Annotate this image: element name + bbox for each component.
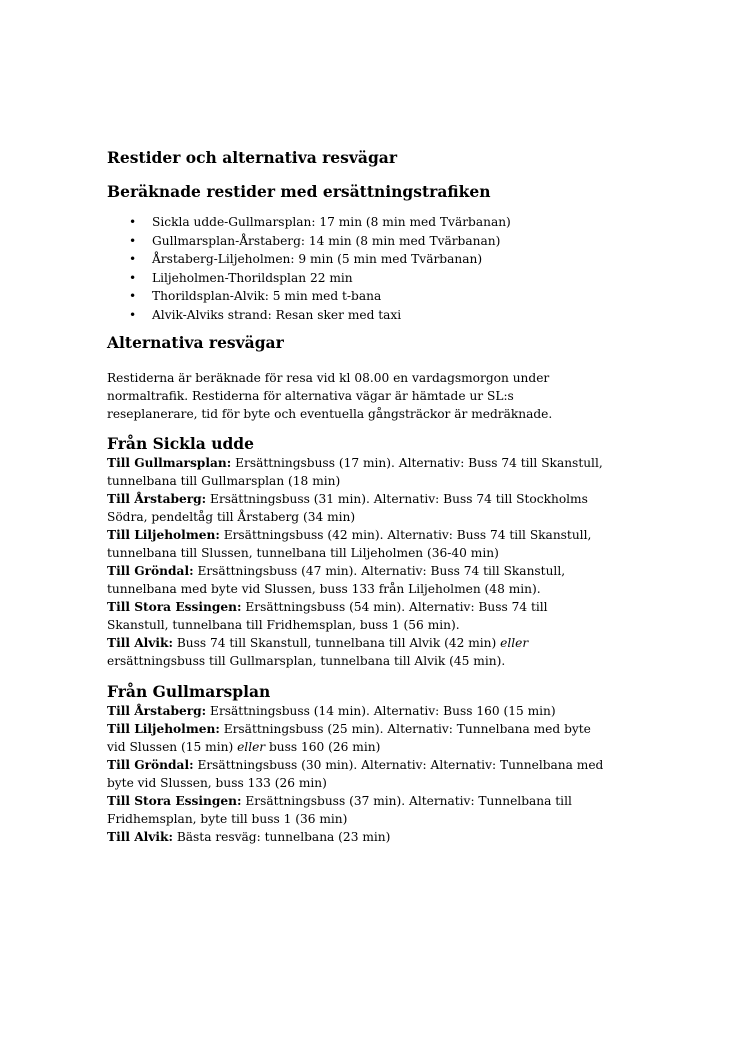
list-item: • Liljeholmen-Thorildsplan 22 min bbox=[107, 269, 607, 288]
alternatives-heading: Alternativa resvägar bbox=[107, 332, 284, 352]
route-entry: Till Alvik: Bästa resväg: tunnelbana (23 min) bbox=[107, 829, 391, 844]
route-entry: Till Alvik: Buss 74 till Skanstull, tunnelbana till Alvik (42 min) eller ersättningsbuss till Gullmarsplan, tunnelbana till Alvik (45 min). bbox=[107, 635, 529, 668]
route-entry: Till Gröndal: Ersättningsbuss (47 min). Alternativ: Buss 74 till Skanstull, tunnelbana med byte vid Slussen, buss 133 från Liljeholmen (48 min). bbox=[107, 563, 566, 596]
list-item: • Gullmarsplan-Årstaberg: 14 min (8 min med Tvärbanan) bbox=[107, 232, 607, 251]
list-item: • Sickla udde-Gullmarsplan: 17 min (8 min med Tvärbanan) bbox=[107, 213, 607, 232]
page-title: Restider och alternativa resvägar bbox=[107, 148, 397, 167]
alternatives-intro: Restiderna är beräknade för resa vid kl 08.00 en vardagsmorgon under normaltrafik. Restiderna för alternativa vägar är hämtade ur SL:s reseplanerare, tid för byte och eventuella gångsträckor är medräknade. bbox=[107, 370, 553, 421]
route-entry: Till Årstaberg: Ersättningsbuss (14 min). Alternativ: Buss 160 (15 min) bbox=[107, 703, 556, 718]
route-entry: Till Gullmarsplan: Ersättningsbuss (17 min). Alternativ: Buss 74 till Skanstull, tunnelbana till Gullmarsplan (18 min) bbox=[107, 455, 603, 488]
bullet-icon: • bbox=[129, 289, 137, 304]
bullet-icon: • bbox=[129, 270, 137, 285]
list-item: • Alvik-Alviks strand: Resan sker med taxi bbox=[107, 306, 607, 325]
bullet-icon: • bbox=[129, 307, 137, 322]
route-entry: Till Årstaberg: Ersättningsbuss (31 min). Alternativ: Buss 74 till Stockholms Södra, pendeltåg till Årstaberg (34 min) bbox=[107, 491, 588, 524]
bullet-icon: • bbox=[129, 215, 137, 229]
section-heading: Från Sickla udde bbox=[107, 433, 255, 453]
route-entry: Till Stora Essingen: Ersättningsbuss (54 min). Alternativ: Buss 74 till Skanstull, tunnelbana till Fridhemsplan, buss 1 (56 min). bbox=[107, 599, 548, 632]
route-entry: Till Gröndal: Ersättningsbuss (30 min). Alternativ: Alternativ: Tunnelbana med byte vid Slussen, buss 133 (26 min) bbox=[107, 757, 604, 790]
bullet-icon: • bbox=[129, 233, 137, 248]
document-page bbox=[107, 146, 607, 846]
estimated-times-heading: Beräknade restider med ersättningstrafiken bbox=[107, 182, 491, 201]
route-entry: Till Liljeholmen: Ersättningsbuss (25 min). Alternativ: Tunnelbana med byte vid Slussen (15 min) eller buss 160 (26 min) bbox=[107, 721, 591, 754]
bullet-icon: • bbox=[129, 252, 137, 267]
section-heading: Från Gullmarsplan bbox=[107, 681, 271, 701]
route-entry: Till Stora Essingen: Ersättningsbuss (37 min). Alternativ: Tunnelbana till Fridhemsplan, byte till buss 1 (36 min) bbox=[107, 793, 572, 826]
list-item: • Thorildsplan-Alvik: 5 min med t-bana bbox=[107, 287, 607, 306]
list-item: • Årstaberg-Liljeholmen: 9 min (5 min med Tvärbanan) bbox=[107, 250, 607, 269]
route-entry: Till Liljeholmen: Ersättningsbuss (42 min). Alternativ: Buss 74 till Skanstull, tunnelbana till Slussen, tunnelbana till Liljeholmen (36-40 min) bbox=[107, 527, 592, 560]
estimated-times-list bbox=[107, 213, 607, 325]
